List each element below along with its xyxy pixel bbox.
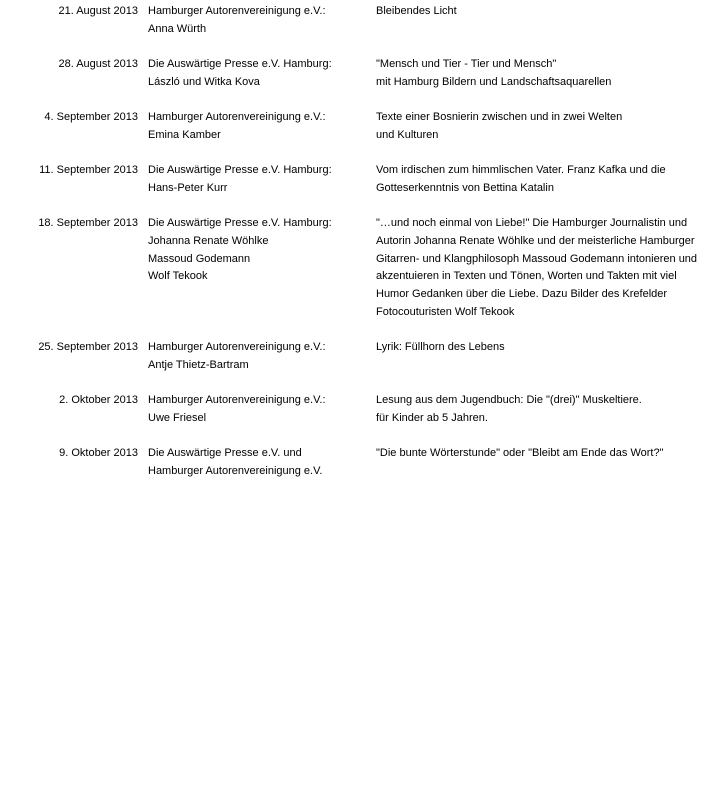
description-line: Vom irdischen zum himmlischen Vater. Franz Kafka und die: [376, 164, 666, 176]
description-line: "Die bunte Wörterstunde" oder "Bleibt am Ende das Wort?": [376, 447, 664, 459]
event-date: 2. Oktober 2013: [59, 394, 138, 406]
organizer-line: Hamburger Autorenvereinigung e.V.:: [148, 394, 326, 406]
description-line: "Mensch und Tier - Tier und Mensch": [376, 58, 557, 70]
description-line: Texte einer Bosnierin zwischen und in zwei Welten: [376, 111, 623, 123]
event-description: [376, 162, 710, 198]
event-date: 25. September 2013: [38, 341, 138, 353]
organizer-line: Die Auswärtige Presse e.V. Hamburg:: [148, 58, 332, 70]
organizer-line: Die Auswärtige Presse e.V. und: [148, 447, 302, 459]
organizer-line: Hamburger Autorenvereinigung e.V.: [148, 464, 323, 477]
organizer-line: Wolf Tekook: [148, 270, 208, 283]
event-description: [376, 3, 710, 21]
description-line: "…und noch einmal von Liebe!" Die Hamburger Journalistin und: [376, 217, 688, 229]
event-organizer: [148, 3, 368, 39]
organizer-line: Die Auswärtige Presse e.V. Hamburg:: [148, 164, 332, 176]
event-organizer: [148, 56, 368, 92]
description-line: Gotteserkenntnis von Bettina Katalin: [376, 181, 554, 194]
event-organizer: [148, 162, 368, 198]
description-line: Bleibendes Licht: [376, 5, 457, 17]
organizer-line: Hamburger Autorenvereinigung e.V.:: [148, 341, 326, 353]
description-line: Fotocouturisten Wolf Tekook: [376, 305, 515, 318]
event-organizer: [148, 445, 368, 481]
description-line: mit Hamburg Bildern und Landschaftsaquarellen: [376, 75, 612, 88]
organizer-line: Massoud Godemann: [148, 252, 251, 265]
organizer-line: Hamburger Autorenvereinigung e.V.:: [148, 5, 326, 17]
event-date: 28. August 2013: [58, 58, 138, 70]
description-line: Humor Gedanken über die Liebe. Dazu Bilder des Krefelder: [376, 288, 668, 300]
description-line: Gitarren- und Klangphilosoph Massoud Godemann intonieren und: [376, 252, 698, 265]
event-organizer: [148, 392, 368, 428]
organizer-line: Uwe Friesel: [148, 411, 207, 424]
organizer-line: Hans-Peter Kurr: [148, 181, 228, 194]
event-organizer: [148, 109, 368, 145]
event-description: [376, 109, 710, 145]
organizer-line: Antje Thietz-Bartram: [148, 358, 249, 371]
organizer-line: Anna Würth: [148, 22, 207, 35]
event-date: 4. September 2013: [44, 111, 138, 123]
organizer-line: László und Witka Kova: [148, 75, 260, 88]
description-line: Autorin Johanna Renate Wöhlke und der meisterliche Hamburger: [376, 234, 695, 247]
event-description: [376, 445, 710, 463]
description-line: akzentuieren in Texten und Tönen, Worten und Takten mit viel: [376, 270, 677, 283]
organizer-line: Johanna Renate Wöhlke: [148, 234, 269, 247]
event-description: [376, 215, 710, 322]
event-date: 9. Oktober 2013: [59, 447, 138, 459]
event-organizer: [148, 215, 368, 286]
organizer-line: Die Auswärtige Presse e.V. Hamburg:: [148, 217, 332, 229]
description-line: und Kulturen: [376, 128, 439, 141]
description-line: Lyrik: Füllhorn des Lebens: [376, 341, 505, 353]
event-date: 21. August 2013: [58, 5, 138, 17]
event-organizer: [148, 339, 368, 375]
description-line: Lesung aus dem Jugendbuch: Die "(drei)" Muskeltiere.: [376, 394, 642, 406]
event-date: 18. September 2013: [38, 217, 138, 229]
event-date: 11. September 2013: [39, 164, 138, 176]
organizer-line: Hamburger Autorenvereinigung e.V.:: [148, 111, 326, 123]
organizer-line: Emina Kamber: [148, 128, 221, 141]
event-description: [376, 339, 710, 357]
event-description: [376, 56, 710, 92]
event-description: [376, 392, 710, 428]
description-line: für Kinder ab 5 Jahren.: [376, 411, 488, 424]
